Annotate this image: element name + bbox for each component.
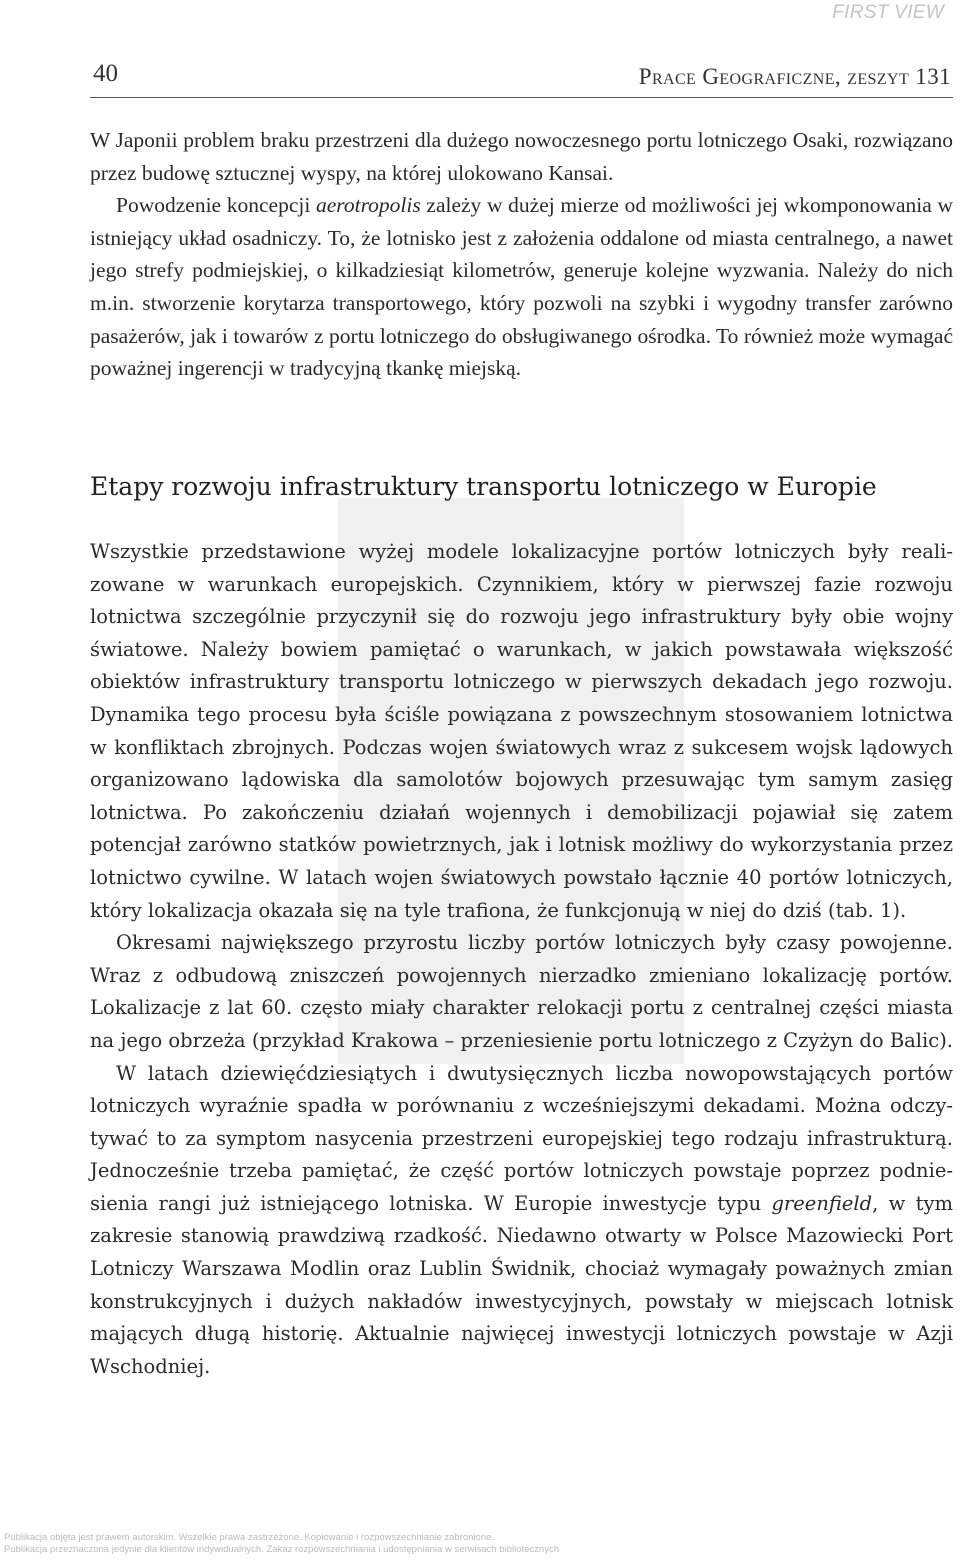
paragraph — [90, 536, 953, 927]
paragraph-text: Okresami największego przyrostu liczby portów lotniczych były czasy powojenne. Wraz z odbudową zniszczeń powojennych nierzadko zmieniano lokalizację portów. Lokalizacje z lat 60. często miały charakter relokacji portu z centralnej części miasta na jego obrzeża (przykład Krakowa – przeniesienie portu lotniczego z Czyżyn do Balic). — [90, 931, 954, 1052]
section-body — [90, 536, 953, 1383]
copyright-footer — [4, 1532, 559, 1556]
paragraph — [90, 189, 953, 385]
intro-text — [90, 124, 953, 385]
paragraph-text: W latach dziewięćdziesiątych i dwutysięcznych liczba nowopowstających portów lotniczych wyraźnie spadła w porównaniu z wcześniejszymi dekadami. Można odczytywać to za symptom nasycenia przestrzeni europejskiej tego rodzaju infrastrukturą. Jednocześnie trzeba pamiętać, że część portów lotniczych powstaje poprzez podniesienia rangi już istniejącego lotniska. W Europie inwestycje typu — [90, 1061, 953, 1215]
paragraph-text: Powodzenie koncepcji — [116, 193, 317, 218]
paragraph-text: W Japonii problem braku przestrzeni dla dużego nowoczesnego portu lotniczego Osaki, rozwiązano przez budowę sztucznej wyspy, na której ulokowano Kansai. — [90, 128, 953, 185]
header-rule — [90, 97, 953, 98]
paragraph — [90, 1058, 953, 1384]
section-heading: Etapy rozwoju infrastruktury transportu lotniczego w Europie — [90, 472, 877, 501]
footer-line: Publikacja przeznaczona jedynie dla klientów indywidualnych. Zakaz rozpowszechniania i udostępniania w serwisach bibliotecznych — [4, 1544, 559, 1555]
paragraph-text: Wszystkie przedstawione wyżej modele lokalizacyjne portów lotniczych były realizowane w warunkach europejskich. Czynnikiem, który w pierwszej fazie rozwoju lotnictwa szczególnie przyczynił się do rozwoju jego infrastruktury były obie wojny światowe. Należy bowiem pamiętać o warunkach, w jakich powstawała większość obiektów infrastruktury transportu lotniczego w pierwszych dekadach jego rozwoju. Dynamika tego procesu była ściśle powiązana z powszechnym stosowaniem lotnictwa w konfliktach zbrojnych. Podczas wojen światowych wraz z sukcesem wojsk lądowych organizowano lądowiska dla samolotów bojowych przesuwając tym samym zasięg lotnictwa. Po zakończeniu działań wojennych i demobilizacji pojawiał się zatem potencjał zarówno statków powietrznych, jak i lotnisk możliwy do wykorzystania przez lotnictwo cywilne. W latach wojen światowych powstało łącznie 40 portów lotniczych, który lokalizacja okazała się na tyle trafiona, że funkcjonują w niej do dziś (tab. 1). — [90, 540, 953, 922]
paragraph — [90, 927, 953, 1057]
italic-term: aerotropolis — [316, 193, 421, 218]
footer-line: Publikacja objęta jest prawem autorskim. Wszelkie prawa zastrzeżone. Kopiowanie i rozpowszechnianie zabronione. — [4, 1532, 495, 1543]
italic-term: greenfield — [771, 1191, 873, 1215]
paragraph-text: , w tym zakresie stanowią prawdziwą rzadkość. Niedawno otwarty w Polsce Mazowiecki Port Lotniczy Warszawa Modlin oraz Lublin Świdnik, chociaż wymagały poważnych zmian konstrukcyjnych i dużych nakładów inwestycyjnych, powstały w miejscach lotnisk mających długą historię. Aktualnie najwięcej inwestycji lotniczych powstaje w Azji Wschodniej. — [90, 1191, 953, 1378]
paragraph — [90, 124, 953, 189]
first-view-label: FIRST VIEW — [832, 2, 944, 23]
running-head: Prace Geograficzne, zeszyt 131 — [638, 64, 951, 89]
page-number: 40 — [93, 60, 118, 87]
paragraph-text: zależy w dużej mierze od możliwości jej wkomponowania w istniejący układ osadniczy. To, że lotnisko jest z założenia oddalone od miasta centralnego, a nawet jego strefy podmiejskiej, o kilkadziesiąt kilometrów, generuje kolejne wyzwania. Należy do nich m.in. stworzenie korytarza transportowego, który pozwoli na szybki i wygodny transfer zarówno pasażerów, jak i towarów z portu lotniczego do obsługiwanego ośrodka. To również może wymagać poważnej ingerencji w tradycyjną tkankę miejską. — [90, 193, 953, 381]
